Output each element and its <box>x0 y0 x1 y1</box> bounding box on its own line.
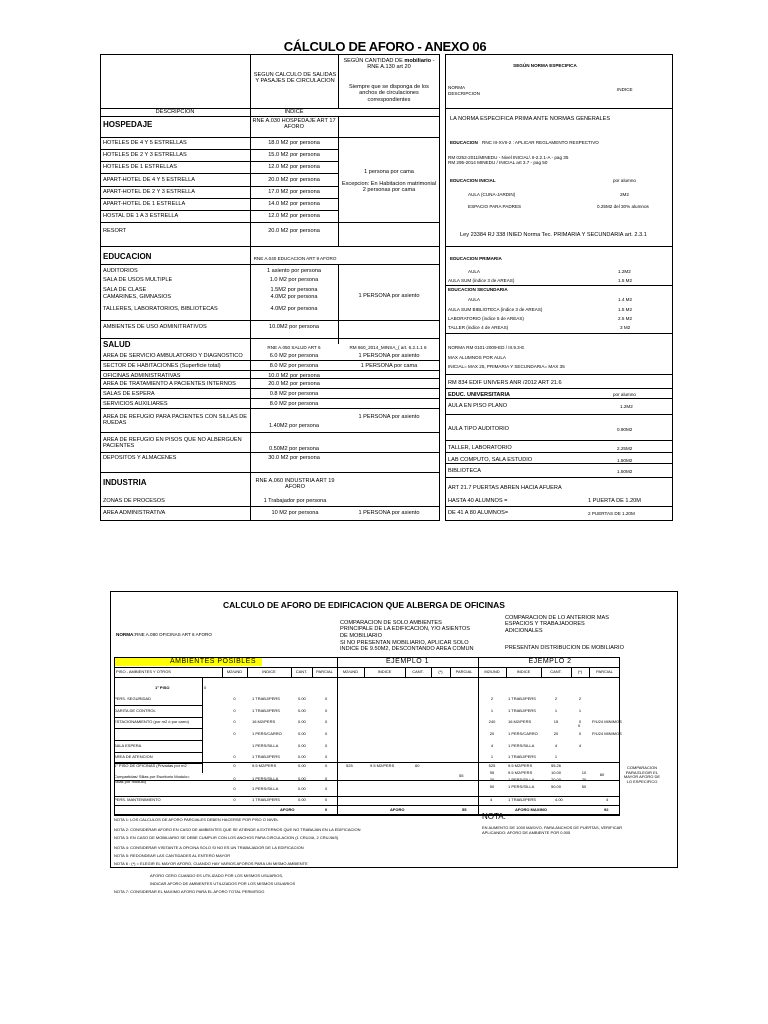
column-header: (*) <box>577 669 583 674</box>
laboratorio: LABORATORIO (indice 5 de AREAS) <box>448 316 524 321</box>
ej2-ofi-x: 50 <box>581 784 587 789</box>
office-row-ej2-index: 16 M2/PERS <box>508 719 532 724</box>
espacio-padres: ESPACIO PARA PADRES <box>468 204 522 209</box>
salud-row-label: SECTOR DE HABITACIONES (Superficie total) <box>103 363 221 369</box>
aforo-maximo-value: 92 <box>604 807 609 812</box>
ej2-ofi-parcial: 80 <box>599 772 605 777</box>
office-row-name: ESTACIONAMIENTO (por m2 ó por carro) <box>114 719 189 724</box>
aula-secundaria-value: 1.4 M2 <box>618 297 633 302</box>
office-row-ej2-index: 1 PERS/CARRO <box>508 731 538 736</box>
hospedaje-row-label: HOTELES DE 4 Y 5 ESTRELLAS <box>103 140 187 146</box>
office-row-ej2-cant: 15 <box>553 719 559 724</box>
pers-mantenimiento-c: 0.00 <box>298 797 306 802</box>
norma-especifica-header: SEGÚN NORMA ESPECIFICA <box>513 63 577 68</box>
universitaria-row-label: AULA TIPO AUDITORIO <box>448 426 510 432</box>
educacion-note: 1 PERSONA por asiento <box>358 293 420 299</box>
salud-ref: RNE A.050 SALUD ART 6 <box>267 345 321 350</box>
salud-row-value: 8.0 M2 por persona <box>269 363 319 369</box>
office-row-index: 1 PERS/SILLA <box>252 743 279 748</box>
educacion-inicial-title: EDUCACION INICIAL <box>450 178 496 183</box>
salud-row-label: AREA DE REFUGIO PARA PACIENTES CON SILLAS DE RUEDAS <box>103 414 248 427</box>
hospedaje-note2: Excepcion: En Habitacion matrimonial 2 personas por cama <box>341 181 437 194</box>
aula-cuna-value: 2M2 <box>620 192 629 197</box>
area-administrativa-value: 10 M2 por persona <box>271 510 319 516</box>
aula-sum-biblioteca-value: 1.5 M2 <box>618 307 633 312</box>
educacion-row-label: TALLERES, LABORATORIOS, BIBLIOTECAS <box>103 306 218 312</box>
universitaria-row-label: LAB COMPUTO, SALA ESTUDIO <box>448 457 533 463</box>
indice-small: INDICE <box>617 87 633 92</box>
office-row-index: 1 PERS/CARRO <box>252 731 282 736</box>
ej1-ofi-cant: 60 <box>415 763 420 768</box>
max-alumnos: MAX ALUMNOS POR AULA <box>448 355 506 360</box>
rm-inicial-2: RM 295-2014 MINEDU / INICIAL art 3.7 - pag 50 <box>448 160 548 165</box>
office-row-cant: 0.00 <box>298 754 306 759</box>
comparacion-2: SI NO PRESENTAN MOBILIARIO, APLICAR SOLO INDICE DE 9.50M2, DESCONTANDO AREA COMUN <box>340 640 474 653</box>
office-row-ej2-m2: 4 <box>490 743 494 748</box>
aforo-value: 0 <box>325 807 328 812</box>
comparacion-4: PRESENTAN DISTRIBUCION DE MOBILIARIO <box>505 645 624 651</box>
segun-cantidad-header: SEGÚN CANTIDAD DE mobiliario - RNE A.130 art 20 <box>343 58 435 71</box>
ley-23384: Ley 23384 RJ 338 INIED Norma Tec. PRIMARIA Y SECUNDARIA art. 2.3.1 <box>460 232 647 238</box>
hospedaje-row-value: 12.0 M2 por persona <box>268 213 320 219</box>
office-row-cant: 0.00 <box>298 708 306 713</box>
aforo-label: AFORO <box>280 807 295 812</box>
office-row-ej2-x: 0 <box>578 731 582 736</box>
aula-primaria: AULA <box>468 269 481 274</box>
aula-sum-biblioteca: AULA SUM BIBLIOTECA (indice 3 de AREAS) <box>448 307 543 312</box>
salud-row-label: SALAS DE ESPERA <box>103 391 155 397</box>
office-row-ej2-index: 1 TRABJ/PERS <box>508 754 536 759</box>
estacionamiento-note-1: P/U24 MINIMOS <box>592 719 622 724</box>
ej2-ofi-cant: 10.00 <box>550 770 561 775</box>
ej2-ofi-index: 1 PERS/SILLA <box>508 777 535 782</box>
universitaria-row-value: 2.25M2 <box>617 446 633 451</box>
office-row-index: 1 TRABJ/PERS <box>252 754 280 759</box>
salud-row-label: DEPOSITOS Y ALMACENES <box>103 455 177 461</box>
primer-piso-value: 0 <box>204 685 207 690</box>
ofi-parcial: 0 <box>325 776 328 781</box>
por-alumno-1: por alumno <box>613 178 636 183</box>
ej2-ofi-m2: 525 <box>488 763 496 768</box>
office-row-parcial: 0 <box>325 696 328 701</box>
salud-row-value: 20.0 M2 por persona <box>268 381 320 387</box>
office-row-ej2-cant: 4 <box>554 743 558 748</box>
comparacion-3: COMPARACION DE LO ANTERIOR MAS ESPACIOS Y TRABAJADORES ADICIONALES <box>505 615 610 634</box>
ofi-cant: 0.00 <box>298 786 306 791</box>
ofi-parcial: 0 <box>325 786 328 791</box>
office-row-cant: 0.00 <box>298 719 306 724</box>
hospedaje-row-label: RESORT <box>103 228 127 234</box>
salud-row-value: 8.0 M2 por persona <box>269 401 319 407</box>
aula-sum-primaria: AULA SUM (indice 3 de AREAS) <box>448 278 515 283</box>
pers-mantenimiento-d: 0 <box>325 797 328 802</box>
universitaria-row-label: AULA EN PISO PLANO <box>448 403 508 409</box>
office-row-m2: 0 <box>233 719 236 724</box>
hospedaje-title: HOSPEDAJE <box>103 120 153 129</box>
rm-inicial-1: RM 0252-2011/MINEDU - Nivel INICIAL\ II-2.2.1-A - pag 35 <box>448 155 569 160</box>
office-row-name: AREA DE ATENCION <box>114 754 153 759</box>
hospedaje-row-label: APART-HOTEL DE 2 Y 3 ESTRELLA <box>103 189 196 195</box>
column-header: CANT. <box>295 669 308 674</box>
office-row-ej2-index: 1 TRABJ/PERS <box>508 696 536 701</box>
office-row-index: 16 M2/PERS <box>252 719 276 724</box>
office-row-ej2-x: 0 <box>578 719 582 724</box>
nota-7: AFORO CERO CUANDO ES UTILIZADO POR LOS MISMOS USUARIOS, <box>150 873 284 878</box>
taller-value: 3 M2 <box>620 325 631 330</box>
ej2-ofi-cant: 50.00 <box>550 784 561 789</box>
office-row-ej2-x: 4 <box>578 743 582 748</box>
nota-2: NOTA 2: CONSIDERAR AFORO EN CASO DE AMBIENTES QUE SE ATIENDE A EXTERNOS QUE NO TRABAJAN EN LA EDIFICACION <box>114 827 361 832</box>
educacion-row-label: SALA DE USOS MULTIPLE <box>103 277 173 283</box>
hospedaje-ref: RNE A.030 HOSPEDAJE ART 17 AFORO <box>252 118 336 131</box>
nota-label: NOTA: <box>482 812 506 821</box>
salud-ref2: RM 660_2014_MINSA_( art. 6.2.1.1 6 <box>349 345 427 350</box>
hospedaje-note1: 1 persona por cama <box>364 169 414 175</box>
nota-4: NOTA 4: CONSIDERAR VISITANTE A OFICINA SOLO SI NO ES UN TRABAJADOR DE LA EDIFICACION <box>114 845 304 850</box>
pers-mantenimiento-g: 4.00 <box>555 797 563 802</box>
calc-salidas-header: SEGUN CALCULO DE SALIDAS Y PASAJES DE CIRCULACION <box>253 72 337 85</box>
ej1-ofi-index: 9.5 M2/PERS <box>370 763 395 768</box>
hospedaje-row-label: APART-HOTEL DE 1 ESTRELLA <box>103 201 186 207</box>
office-row-ej2-m2: 2 <box>490 696 494 701</box>
office-row-parcial: 0 <box>325 731 328 736</box>
office-row-index: 1 TRABJ/PERS <box>252 708 280 713</box>
oficinas-norma: RNE A.080 OFICINAS ART 6 AFORO <box>135 632 212 637</box>
office-row-name: SALA ESPERA <box>114 743 142 748</box>
salud-row-value: 30.0 M2 por persona <box>268 455 320 461</box>
hasta-40-value: 1 PUERTA DE 1.20M <box>588 498 641 504</box>
nota-8: INDICAR AFORO DE AMBIENTES UTILIZADOS POR LOS MISMOS USUARIOS <box>150 881 296 886</box>
pers-mantenimiento-h: 4 <box>606 797 609 802</box>
ofi-m2: 0 <box>233 776 236 781</box>
educacion-primaria-title: EDUCACION PRIMARIA <box>450 256 502 261</box>
ej1-ofi-m2: 525 <box>346 763 353 768</box>
ambientes-posibles-header: AMBIENTES POSIBLES <box>169 658 257 665</box>
office-row-name: PERS. SEGURIDAD <box>114 696 151 701</box>
salud-row-value: 6.0 M2 por persona <box>269 353 319 359</box>
educacion-row-value: 4.0M2 por persona <box>270 306 318 312</box>
office-row-m2: 0 <box>233 731 236 736</box>
norma-rm-0101: NORMA RM 0101-2009-ED / III.9.3-E <box>448 345 525 350</box>
column-header: PARCIAL <box>596 669 613 674</box>
hasta-40: HASTA 40 ALUMNOS = <box>448 498 508 504</box>
ofi-index: 1 PERS/SILLA <box>252 786 279 791</box>
espacio-padres-value: 0.25M2 del 30% alumnos <box>597 204 649 209</box>
educacion-row-value: 4.0M2 por persona <box>270 294 318 300</box>
ofi-m2: 0 <box>233 763 236 768</box>
norma-label: NORMA <box>448 85 466 90</box>
universitaria-row-value: 0.90M2 <box>617 427 633 432</box>
office-row-ej2-cant: 1 <box>554 708 558 713</box>
comparacion-note: COMPARACION PARA ELEGIR EL MAYOR AFORO DE LO ESPECIFICO <box>623 765 661 784</box>
hospedaje-row-value: 20.0 M2 por persona <box>268 228 320 234</box>
industria-ref: RNE A.060 INDUSTRIA ART 19 AFORO <box>255 478 335 491</box>
pers-mantenimiento-f: 1 TRABJ/PERS <box>508 797 536 802</box>
educacion-row-value: 10.0M2 por persona <box>268 324 320 330</box>
office-row-parcial: 0 <box>325 754 328 759</box>
salud-row-label: AREA DE REFUGIO EN PISOS QUE NO ALBERGUEN PACIENTES <box>103 437 242 450</box>
aula-secundaria: AULA <box>468 297 481 302</box>
laboratorio-value: 2.5 M2 <box>618 316 633 321</box>
max-alumnos-values: INICIAL= MAX 25, PRIMARIA Y SECUNDARIA= MAX 35 <box>448 364 565 369</box>
office-row-m2: 0 <box>233 708 236 713</box>
norma-prima-text: LA NORMA ESPECIFICA PRIMA ANTE NORMAS GENERALES <box>450 116 611 122</box>
column-header: CANT. <box>412 669 424 674</box>
oficinas-norma-label: NORMA: <box>116 632 135 637</box>
educacion-ref: RNE A.040 EDUCACION ART 9 AFORO <box>253 256 337 261</box>
ofi-m2: 0 <box>233 786 236 791</box>
zonas-procesos-value: 1 Trabajador por persona <box>263 498 327 504</box>
educacion-row-label: CAMARINES, GIMNASIOS <box>103 294 172 300</box>
pers-mantenimiento-e: 4 <box>490 797 493 802</box>
salud-note1: 1 PERSONA por asiento <box>358 353 420 359</box>
descripcion-small: DESCRIPCION <box>448 91 480 96</box>
office-row-ej2-cant: 1 <box>554 754 558 759</box>
nota-text: EN AUMENTO DE 1000 MAS/VO, PARA ANCHOS DE PUERTAS, VERIFICAR APLICANDO: AFORO DE AMBIENTE POR 0.005 <box>482 825 623 835</box>
office-row-m2: 0 <box>233 754 236 759</box>
area-administrativa: AREA ADMINISTRATIVA <box>103 510 166 516</box>
educacion-row-label: AUDITORIOS <box>103 268 138 274</box>
universitaria-row-value: 1.50M2 <box>617 458 633 463</box>
office-row-ej2-x: 2 <box>578 696 582 701</box>
estacionamiento-cant: 0 <box>578 723 581 728</box>
piso-oficinas-detail: Compartidas/ Sillas por Escritorio Modulo= Sillas por modulo) <box>114 774 190 784</box>
salud-row-label: AREA DE TRATAMIENTO A PACIENTES INTERNOS <box>103 381 236 387</box>
ofi-index: 9.5 M2/PERS <box>252 763 277 768</box>
column-header: M2/UND <box>226 669 243 674</box>
column-header: INDICE <box>516 669 531 674</box>
hospedaje-row-label: HOTELES DE 2 Y 3 ESTRELLAS <box>103 152 187 158</box>
office-row-parcial: 0 <box>325 708 328 713</box>
ej2-ofi-m2: 50 <box>489 784 495 789</box>
educacion-reglamento: RNC III-XVII-2 : APLICAR REGLAMENTO RESPECTIVO <box>482 140 599 145</box>
office-row-ej2-m2: 20 <box>489 731 495 736</box>
circulaciones-note: Siempre que se disponga de los anchos de circulaciones correspondientes <box>349 84 429 103</box>
column-header: (*) <box>438 669 443 674</box>
rm-834: RM 834 EDIF UNIVERS ANR /2012 ART 21.6 <box>448 380 562 386</box>
office-row-parcial: 0 <box>325 719 328 724</box>
office-row-ej2-index: 1 PERS/SILLA <box>508 743 535 748</box>
universitaria-title: EDUC. UNIVERSITARIA <box>448 392 511 398</box>
salud-row-value: 0.50M2 por persona <box>268 446 320 452</box>
ej2-ofi-x: 10 <box>581 770 587 775</box>
ej2-ofi-m2: 20 <box>489 777 495 782</box>
universitaria-row-value: 1.2M2 <box>620 404 633 409</box>
ofi-parcial: 0 <box>325 763 328 768</box>
salud-row-label: SERVICIOS AUXILIARES <box>103 401 168 407</box>
office-row-ej2-index: 1 TRABJ/PERS <box>508 708 536 713</box>
column-header: PARCIAL <box>455 669 473 674</box>
comparacion-1: COMPARACION DE SOLO AMBIENTES PRINCIPALE DE LA EDIFICACION, Y/O ASIENTOS DE MOBILIARIO <box>340 620 470 639</box>
piso-oficinas-label: 1° PISO DE OFICINAS (Privadas por m2 <box>114 763 187 768</box>
pers-mantenimiento: PERS. MANTENIMIENTO <box>114 797 161 802</box>
educacion-row-value: 1.0 M2 por persona <box>269 277 319 283</box>
aforo-ej1-value: 55 <box>462 807 467 812</box>
educacion-row-value: 1.5M2 por persona <box>270 287 318 293</box>
ej2-ofi-index: 9.5 M2/PERS <box>508 770 533 775</box>
hospedaje-row-value: 15.0 M2 por persona <box>268 152 320 158</box>
office-row-ej2-m2: 1 <box>490 754 494 759</box>
educacion-row-value: 1 asiento por persona <box>266 268 322 274</box>
hospedaje-row-value: 18.0 M2 por persona <box>268 140 320 146</box>
page-title: CÁLCULO DE AFORO - ANEXO 06 <box>283 39 487 54</box>
salud-row-value: 10.0 M2 por persona <box>268 373 320 379</box>
office-row-ej2-x: 1 <box>578 708 582 713</box>
nota-6: NOTA 6 : (*) = ELEGIR EL MAYOR AFORO, CUANDO HAY VARIOS AFOROS PARA UN MISMO AMBIENTE <box>114 861 308 866</box>
educacion-secundaria-title: EDUCACION SECUNDARIA <box>448 287 508 292</box>
office-row-cant: 0.00 <box>298 731 306 736</box>
office-row-ej2-m2: 1 <box>490 708 494 713</box>
aula-primaria-value: 1.2M2 <box>618 269 631 274</box>
ofi-cant: 0.00 <box>298 776 306 781</box>
hospedaje-row-label: HOTELES DE 1 ESTRELLAS <box>103 164 177 170</box>
de-41-80: DE 41 A 80 ALUMNOS= <box>448 510 509 516</box>
ej2-ofi-m2: 95 <box>489 770 495 775</box>
hospedaje-row-value: 14.0 M2 por persona <box>268 201 320 207</box>
nota-9: NOTA 7: CONSIDERAR EL MAXIMO AFORO PARA EL AFORO TOTAL PERMITIDO <box>114 889 265 894</box>
de-41-80-value: 2 PUERTAS DE 1.20M <box>588 511 635 516</box>
office-row-cant: 0.00 <box>298 743 306 748</box>
office-row-cant: 0.00 <box>298 696 306 701</box>
industria-note: 1 PERSONA por asiento <box>358 510 420 516</box>
por-alumno-2: por alumno <box>613 392 636 397</box>
ej2-ofi-cant: 20.00 <box>550 777 561 782</box>
estacionamiento-note-2: P/U24 MINIMOS <box>592 731 622 736</box>
column-header: M2/UND <box>342 669 359 674</box>
column-header: INDICE <box>377 669 392 674</box>
aula-cuna: AULA (CUNA-JARDIN) <box>468 192 516 197</box>
column-header: PARCIAL <box>316 669 333 674</box>
office-row-parcial: 0 <box>325 743 328 748</box>
ej2-ofi-x: 20 <box>581 777 587 782</box>
salud-note3: 1 PERSONA por asiento <box>358 414 420 420</box>
universitaria-row-label: BIBLIOTECA <box>448 468 481 474</box>
aforo-ej1-label: AFORO <box>390 807 405 812</box>
ejemplo-1-header: EJEMPLO 1 <box>385 658 429 665</box>
nota-1: NOTA 1: LOS CALCULOS DE AFORO PARCIALES DEBEN HACERSE POR PISO O NIVEL <box>114 817 279 822</box>
ejemplo-2-header: EJEMPLO 2 <box>528 658 572 665</box>
universitaria-row-label: TALLER, LABORATORIO <box>448 445 512 451</box>
salud-row-value: 0.8 M2 por persona <box>269 391 319 397</box>
hospedaje-row-label: HOSTAL DE 1 A 3 ESTRELLA <box>103 213 179 219</box>
aula-sum-primaria-value: 1.5 M2 <box>618 278 633 283</box>
salud-row-label: AREA DE SERVICIO AMBULATORIO Y DIAGNOSTICO <box>103 353 243 359</box>
ofi-index: 1 PERS/SILLA <box>252 776 279 781</box>
column-header: PISO - AMBIENTES Y OTROS <box>116 669 171 674</box>
salud-row-value: 1.40M2 por persona <box>268 423 320 429</box>
office-row-ej2-cant: 2 <box>554 696 558 701</box>
ej2-ofi-index: 1 PERS/SILLA <box>508 784 535 789</box>
nota-5: NOTA 5: REDONDEAR LAS CANTIDADES AL ENTERO MAYOR <box>114 853 231 858</box>
hospedaje-row-label: APART-HOTEL DE 4 Y 5 ESTRELLA <box>103 177 196 183</box>
educacion-label: EDUCACION <box>450 140 478 145</box>
descripcion-header: DESCRIPCION <box>155 109 195 115</box>
oficinas-title: CALCULO DE AFORO DE EDIFICACION QUE ALBERGA DE OFICINAS <box>223 600 505 610</box>
indice-header: INDICE <box>284 109 304 115</box>
ej2-ofi-cant: 55.26 <box>550 763 561 768</box>
ej1-ofi-parcial: 55 <box>459 773 464 778</box>
universitaria-row-value: 1.50M2 <box>617 469 633 474</box>
office-row-ej2-cant: 20 <box>553 731 559 736</box>
art-21-7: ART 21.7 PUERTAS ABREN HACIA AFUERA <box>448 485 562 491</box>
column-header: M2/UND <box>484 669 500 674</box>
office-row-name: GARITA DE CONTROL <box>114 708 156 713</box>
nota-3: NOTA 3: EN CASO DE MOBILIARIO SE DEBE CUMPLIR CON LOS ANCHOS PARA CIRCULACION (1 CRUJIA, 2 CRUJIAS) <box>114 835 339 840</box>
pers-mantenimiento-a: 0 <box>233 797 236 802</box>
industria-title: INDUSTRIA <box>103 478 147 487</box>
salud-note2: 1 PERSONA por cama <box>360 363 418 369</box>
educacion-row-label: AMBIENTES DE USO ADMINITRATIVOS <box>103 324 207 330</box>
educacion-row-label: SALA DE CLASE <box>103 287 147 293</box>
office-row-m2: 0 <box>233 696 236 701</box>
aforo-maximo-label: AFORO MAXIMO <box>515 807 547 812</box>
ej2-ofi-index: 9.5 M2/PERS <box>508 763 533 768</box>
hospedaje-row-value: 17.0 M2 por persona <box>268 189 320 195</box>
hospedaje-row-value: 20.0 M2 por persona <box>268 177 320 183</box>
taller: TALLER (indice 4 de AREAS) <box>448 325 509 330</box>
column-header: INDICE <box>262 669 276 674</box>
educacion-title: EDUCACION <box>103 252 152 261</box>
ofi-cant: 0.00 <box>298 763 306 768</box>
primer-piso-label: 1° PISO <box>155 685 170 690</box>
office-row-index: 1 TRABJ/PERS <box>252 696 280 701</box>
hospedaje-row-value: 12.0 M2 por persona <box>268 164 320 170</box>
salud-title: SALUD <box>103 340 131 349</box>
column-header: CANT. <box>550 669 562 674</box>
salud-row-label: OFICINAS ADMINISTRATIVAS <box>103 373 181 379</box>
zonas-procesos: ZONAS DE PROCESOS <box>103 498 165 504</box>
office-row-ej2-m2: 240 <box>488 719 496 724</box>
pers-mantenimiento-b: 1 TRABJ/PERS <box>252 797 280 802</box>
